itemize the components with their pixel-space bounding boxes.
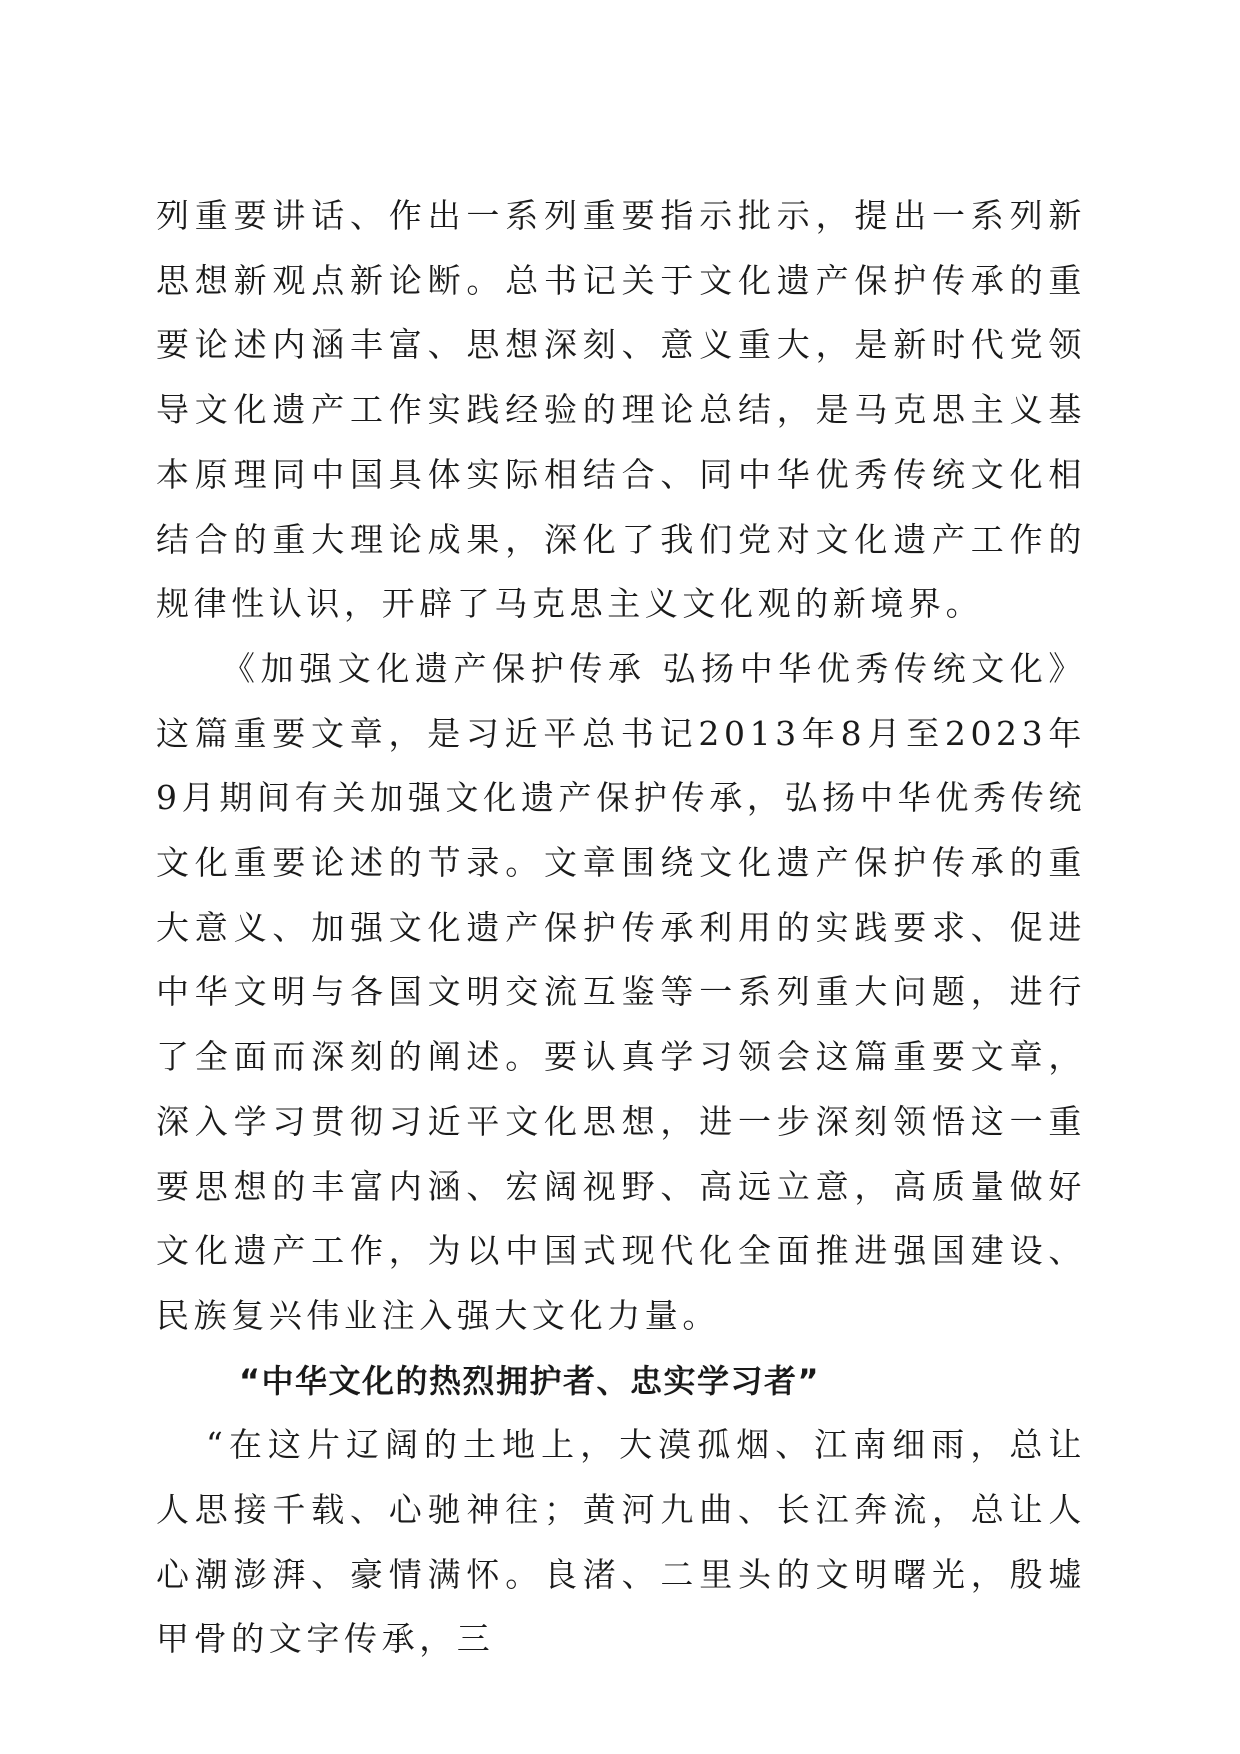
paragraph-quote: “在这片辽阔的土地上，大漠孤烟、江南细雨，总让人思接千载、心驰神往；黄河九曲、长江奔流，总让人心潮澎湃、豪情满怀。良渚、二里头的文明曙光，殷墟甲骨的文字传承，三 (156, 1425, 1086, 1659)
document-body (156, 184, 1086, 1672)
paragraph-continuation: 列重要讲话、作出一系列重要指示批示，提出一系列新思想新观点新论断。总书记关于文化遗产保护传承的重要论述内涵丰富、思想深刻、意义重大，是新时代党领导文化遗产工作实践经验的理论总结，是马克思主义基本原理同中国具体实际相结合、同中华优秀传统文化相结合的重大理论成果，深化了我们党对文化遗产工作的规律性认识，开辟了马克思主义文化观的新境界。 (156, 196, 1086, 624)
paragraph-article-summary: 《加强文化遗产保护传承 弘扬中华优秀传统文化》这篇重要文章，是习近平总书记2013年8月至2023年9月期间有关加强文化遗产保护传承，弘扬中华优秀传统文化重要论述的节录。文章围绕文化遗产保护传承的重大意义、加强文化遗产保护传承利用的实践要求、促进中华文明与各国文明交流互鉴等一系列重大问题，进行了全面而深刻的阐述。要认真学习领会这篇重要文章，深入学习贯彻习近平文化思想，进一步深刻领悟这一重要思想的丰富内涵、宏阔视野、高远立意，高质量做好文化遗产工作，为以中国式现代化全面推进强国建设、民族复兴伟业注入强大文化力量。 (156, 648, 1086, 1335)
section-heading: “中华文化的热烈拥护者、忠实学习者” (239, 1361, 821, 1400)
